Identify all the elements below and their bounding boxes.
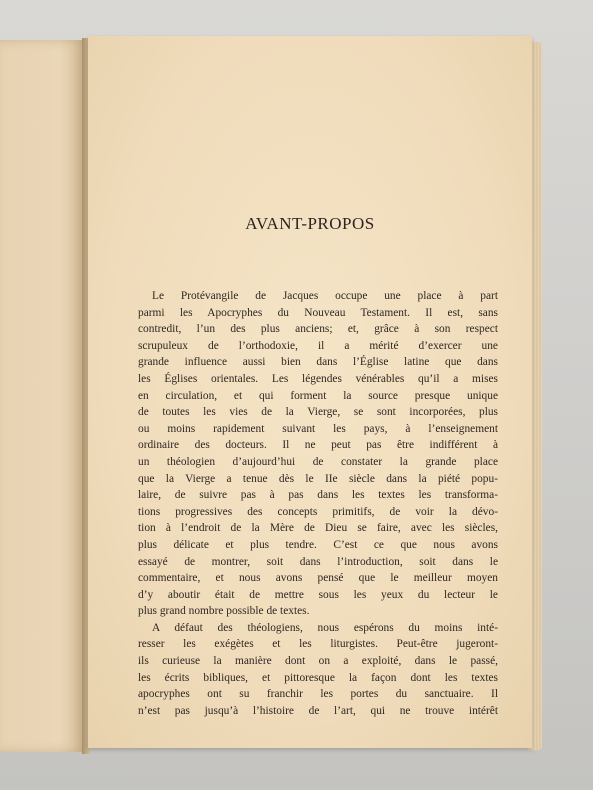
text-line: n’est pas jusqu’à l’histoire de l’art, qui ne trouve intérêt [138, 704, 498, 717]
text-line: en circulation, et qui forment la source presque unique [138, 389, 498, 402]
text-line: les Églises orientales. Les légendes vénérables qu’il a mises [138, 372, 498, 385]
text-line: un théologien d’aujourd’hui de constater la grande place [138, 455, 498, 468]
text-line: ordinaire des docteurs. Il ne peut pas être indifférent à [138, 439, 498, 452]
text-line: resser les exégètes et les liturgistes. Peut-être jugeront- [138, 638, 498, 651]
text-line: plus délicate et plus tendre. C’est ce que nous avons [138, 538, 498, 551]
text-line: tions progressives des concepts primitifs, de voir la dévo- [138, 505, 498, 518]
text-line: laire, de suivre pas à pas dans les textes les transforma- [138, 489, 498, 502]
text-line: ou moins rapidement suivant les pays, à l’enseignement [138, 422, 498, 435]
text-line: tion à l’endroit de la Mère de Dieu se faire, avec les siècles, [138, 522, 498, 535]
text-line: grande influence aussi bien dans l’Église latine que dans [138, 356, 498, 369]
left-page [0, 40, 85, 752]
text-line: Le Protévangile de Jacques occupe une place à part [152, 290, 498, 302]
text-line: commentaire, et nous avons pensé que le meilleur moyen [138, 572, 498, 585]
page-title: AVANT-PROPOS [245, 214, 375, 233]
text-line: parmi les Apocryphes du Nouveau Testament. Il est, sans [138, 306, 498, 319]
text-line: contredit, l’un des plus anciens; et, grâce à son respect [138, 323, 498, 336]
text-line: A défaut des théologiens, nous espérons du moins inté- [152, 621, 498, 634]
right-page [88, 36, 532, 748]
text-line: d’y aboutir était de mettre sous les yeux du lecteur le [138, 588, 498, 601]
text-line: plus grand nombre possible de textes. [138, 605, 310, 618]
text-line: de toutes les vies de la Vierge, se sont incorporées, plus [138, 406, 498, 419]
text-line: essayé de montrer, soit dans l’introduction, soit dans le [138, 555, 498, 568]
text-line: que la Vierge a tenue dès le IIe siècle dans la piété popu- [138, 472, 498, 485]
text-line: ils curieuse la manière dont on a exploité, dans le passé, [138, 655, 498, 668]
text-line: scrupuleux de l’orthodoxie, il a mérité d’exercer une [138, 339, 498, 352]
text-line: apocryphes ont su franchir les portes du sanctuaire. Il [138, 688, 498, 701]
text-line: les écrits bibliques, et pittoresque la façon dont les textes [138, 671, 498, 684]
body-text [138, 288, 498, 719]
